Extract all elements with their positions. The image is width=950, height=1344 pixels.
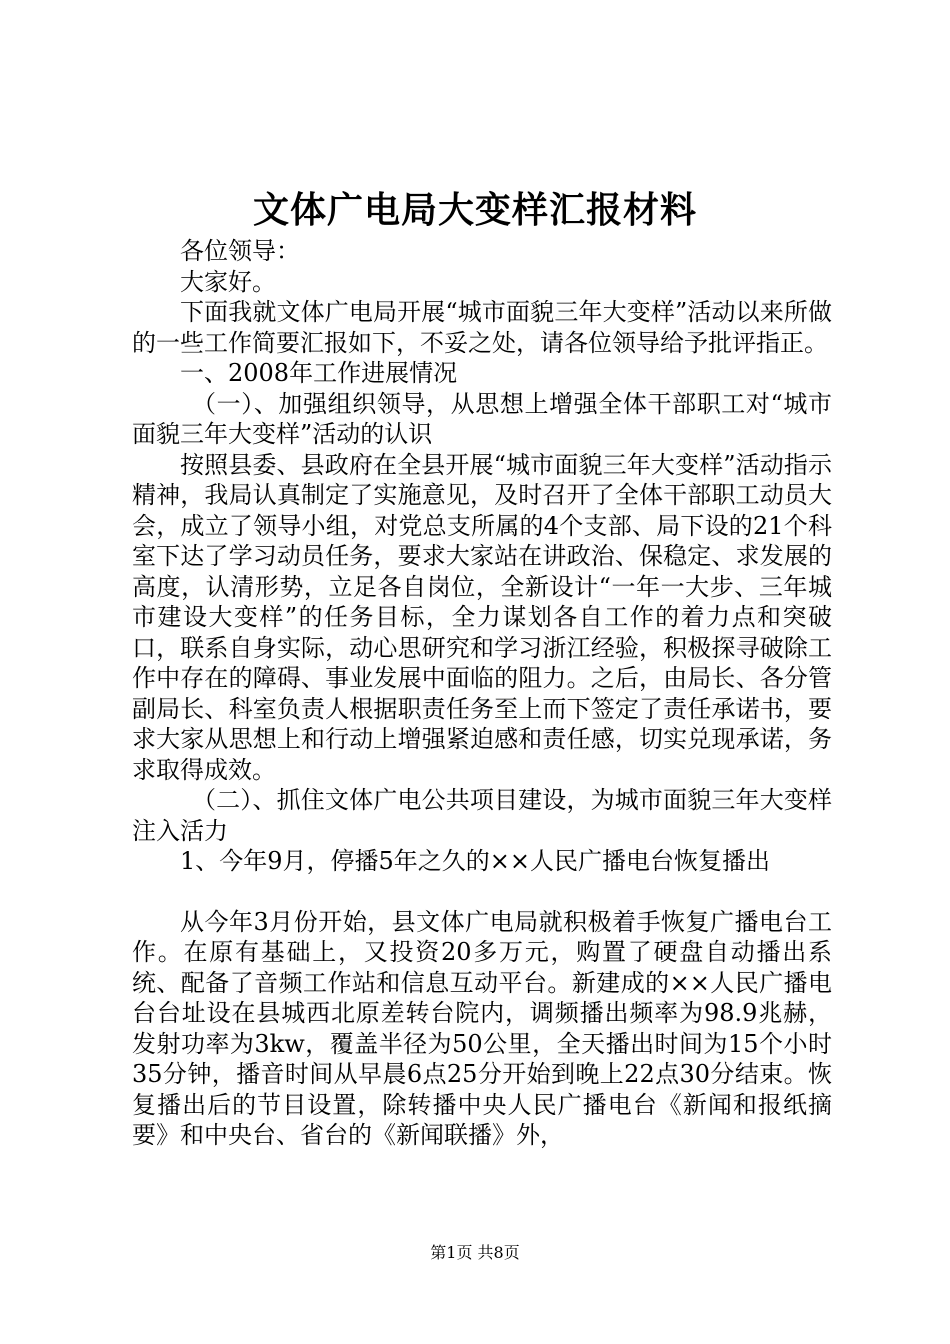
body-paragraph: 从今年3月份开始，县文体广电局就积极着手恢复广播电台工作。在原有基础上，又投资20多万元，购置了硬盘自动播出系统、配备了音频工作站和信息互动平台。新建成的××人民广播电台台址设在县城西北原差转台院内，调频播出频率为98.9兆赫，发射功率为3kw，覆盖半径为50公里，全天播出时间为15个小时35分钟，播音时间从早晨6点25分开始到晚上22点30分结束。恢复播出后的节目设置，除转播中央人民广播电台《新闻和报纸摘要》和中央台、省台的《新闻联播》外， xyxy=(132,907,832,1149)
salutation: 各位领导： xyxy=(180,237,300,265)
section-heading-1: 一、2008年工作进展情况 xyxy=(180,359,458,387)
subsection-heading-2: （二）、抓住文体广电公共项目建设，为城市面貌三年大变样注入活力 xyxy=(132,786,832,845)
body-paragraph: 按照县委、县政府在全县开展“城市面貌三年大变样”活动指示精神，我局认真制定了实施意见，及时召开了全体干部职工动员大会，成立了领导小组，对党总支所属的4个支部、局下设的21个科室下达了学习动员任务，要求大家站在讲政治、保稳定、求发展的高度，认清形势，立足各自岗位，全新设计“一年一大步、三年城市建设大变样”的任务目标，全力谋划各自工作的着力点和突破口，联系自身实际，动心思研究和学习浙江经验，积极探寻破除工作中存在的障碍、事业发展中面临的阻力。之后，由局长、各分管副局长、科室负责人根据职责任务至上而下签定了责任承诺书，要求大家从思想上和行动上增强紧迫感和责任感，切实兑现承诺，务求取得成效。 xyxy=(132,450,832,784)
subsection-heading-1: （一）、加强组织领导，从思想上增强全体干部职工对“城市面貌三年大变样”活动的认识 xyxy=(132,389,832,448)
intro-paragraph: 下面我就文体广电局开展“城市面貌三年大变样”活动以来所做的一些工作简要汇报如下，不妥之处，请各位领导给予批评指正。 xyxy=(132,298,832,357)
document-body xyxy=(132,236,832,1151)
greeting: 大家好。 xyxy=(180,267,276,296)
page-footer: 第1页 共8页 xyxy=(430,1243,520,1262)
document-title: 文体广电局大变样汇报材料 xyxy=(252,189,697,231)
item-heading-1: 1、今年9月，停播5年之久的××人民广播电台恢复播出 xyxy=(180,847,771,875)
